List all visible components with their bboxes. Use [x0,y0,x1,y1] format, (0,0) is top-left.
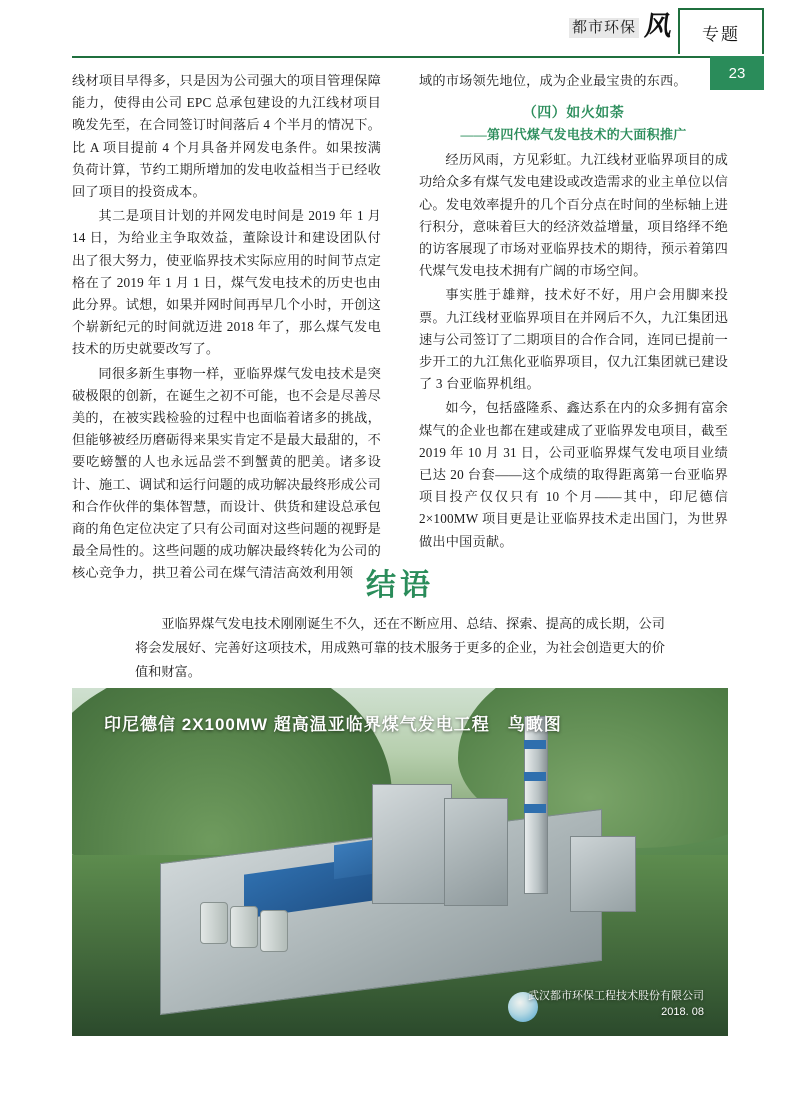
photo-storage-tank [260,910,288,952]
section-subheading: ——第四代煤气发电技术的大面积推广 [460,127,687,143]
conclusion-title: 结语 [366,569,434,602]
photo-chimney-band [524,740,546,749]
section-tab-label: 专题 [702,24,740,44]
paragraph: 线材项目早得多，只是因为公司强大的项目管理保障能力，使得由公司 EPC 总承包建设的九江线材项目晚发先至，在合同签订时间落后 4 个半月的情况下。比 A 项目提前 4 个月具备并网发电条件。如果按满负荷计算，节约工期所增加的发电收益相当于已经收回了项目的投资成本。 [72,73,381,200]
page-number-badge: 23 [710,56,764,90]
photo-credit-date: 2018. 08 [661,1006,704,1018]
photo-credit-company: 武汉都市环保工程技术股份有限公司 [528,990,704,1002]
paragraph: 如今，包括盛隆系、鑫达系在内的众多拥有富余煤气的企业也都在建或建成了亚临界发电项目，截至 2019 年 10 月 31 日，公司亚临界煤气发电项目业绩已达 20 台套——这个成绩的取得距离第一台亚临界项目投产仅仅只有 10 个月——其中，印尼德信 2×100MW 项目更是让亚临界技术走出国门，为世界做出中国贡献。 [419,400,728,549]
brand-logo-icon: 风 [642,11,675,41]
photo-boiler-house [444,798,508,906]
photo-cooling-structure [570,836,636,912]
photo-storage-tank [230,906,258,948]
paragraph: 经历风雨，方见彩虹。九江线材亚临界项目的成功给众多有煤气发电建设或改造需求的业主单位以信心。发电效率提升的几个百分点在时间的坐标轴上进行积分，意味着巨大的经济效益增量，项目络绎不绝的访客展现了市场对亚临界技术的期待，预示着第四代煤气发电技术拥有广阔的市场空间。 [419,152,728,279]
paragraph: 其二是项目计划的并网发电时间是 2019 年 1 月 14 日，为给业主争取效益，董除设计和建设团队付出了很大努力，使亚临界技术实际应用的时间节点定格在了 2019 年 1 月 1 日，煤气发电技术的历史也由此分界。试想，如果并网时间再早几个小时，开创这个崭新纪元的时间就迈进 2018 年了，那么煤气发电技术的历史就要改写了。 [72,208,381,357]
photo-credit [528,988,704,1020]
section-tab [678,8,764,54]
left-column [72,70,381,587]
paragraph: 域的市场领先地位，成为企业最宝贵的东西。 [419,73,687,88]
paragraph: 同很多新生事物一样，亚临界煤气发电技术是突破极限的创新，在诞生之初不可能，也不会是尽善尽美的，在被实践检验的过程中也面临着诸多的挑战，但能够被经历磨砺得来果实肯定不是最大最甜的，不要吃螃蟹的人也永远品尝不到蟹黄的肥美。诸多设计、施工、调试和运行问题的成功解决最终形成公司和合作伙伴的集体智慧，而设计、供货和建设总承包商的角色定位决定了只有公司面对这些问题的视野是最全局性的。这些问题的成功解决最终转化为公司的核心竞争力，拱卫着公司在煤气清洁高效利用领 [72,365,381,581]
article-columns [72,70,728,587]
conclusion-body: 亚临界煤气发电技术刚刚诞生不久，还在不断应用、总结、探索、提高的成长期，公司将会发展好、完善好这项技术，用成熟可靠的技术服务于更多的企业，为社会创造更大的价值和财富。 [135,616,665,679]
section-heading: （四）如火如荼 [522,106,625,122]
paragraph: 事实胜于雄辩，技术好不好，用户会用脚来投票。九江线材亚临界项目在并网后不久，九江集团迅速与公司签订了二期项目的合作合同，连同已提前一步开工的九江焦化亚临界项目，仅九江集团就已建设了 3 台亚临界机组。 [419,287,728,392]
photo-boiler-house [372,784,452,904]
photo-chimney-band [524,772,546,781]
brand-name: 都市环保 [569,18,639,39]
photo-caption-title: 印尼德信 2X100MW 超高温亚临界煤气发电工程 鸟瞰图 [104,715,562,734]
right-column [419,70,728,587]
photo-chimney-band [524,804,546,813]
photo-storage-tank [200,902,228,944]
header-divider [72,56,764,58]
brand-block [569,11,675,41]
project-photo [72,688,728,1036]
